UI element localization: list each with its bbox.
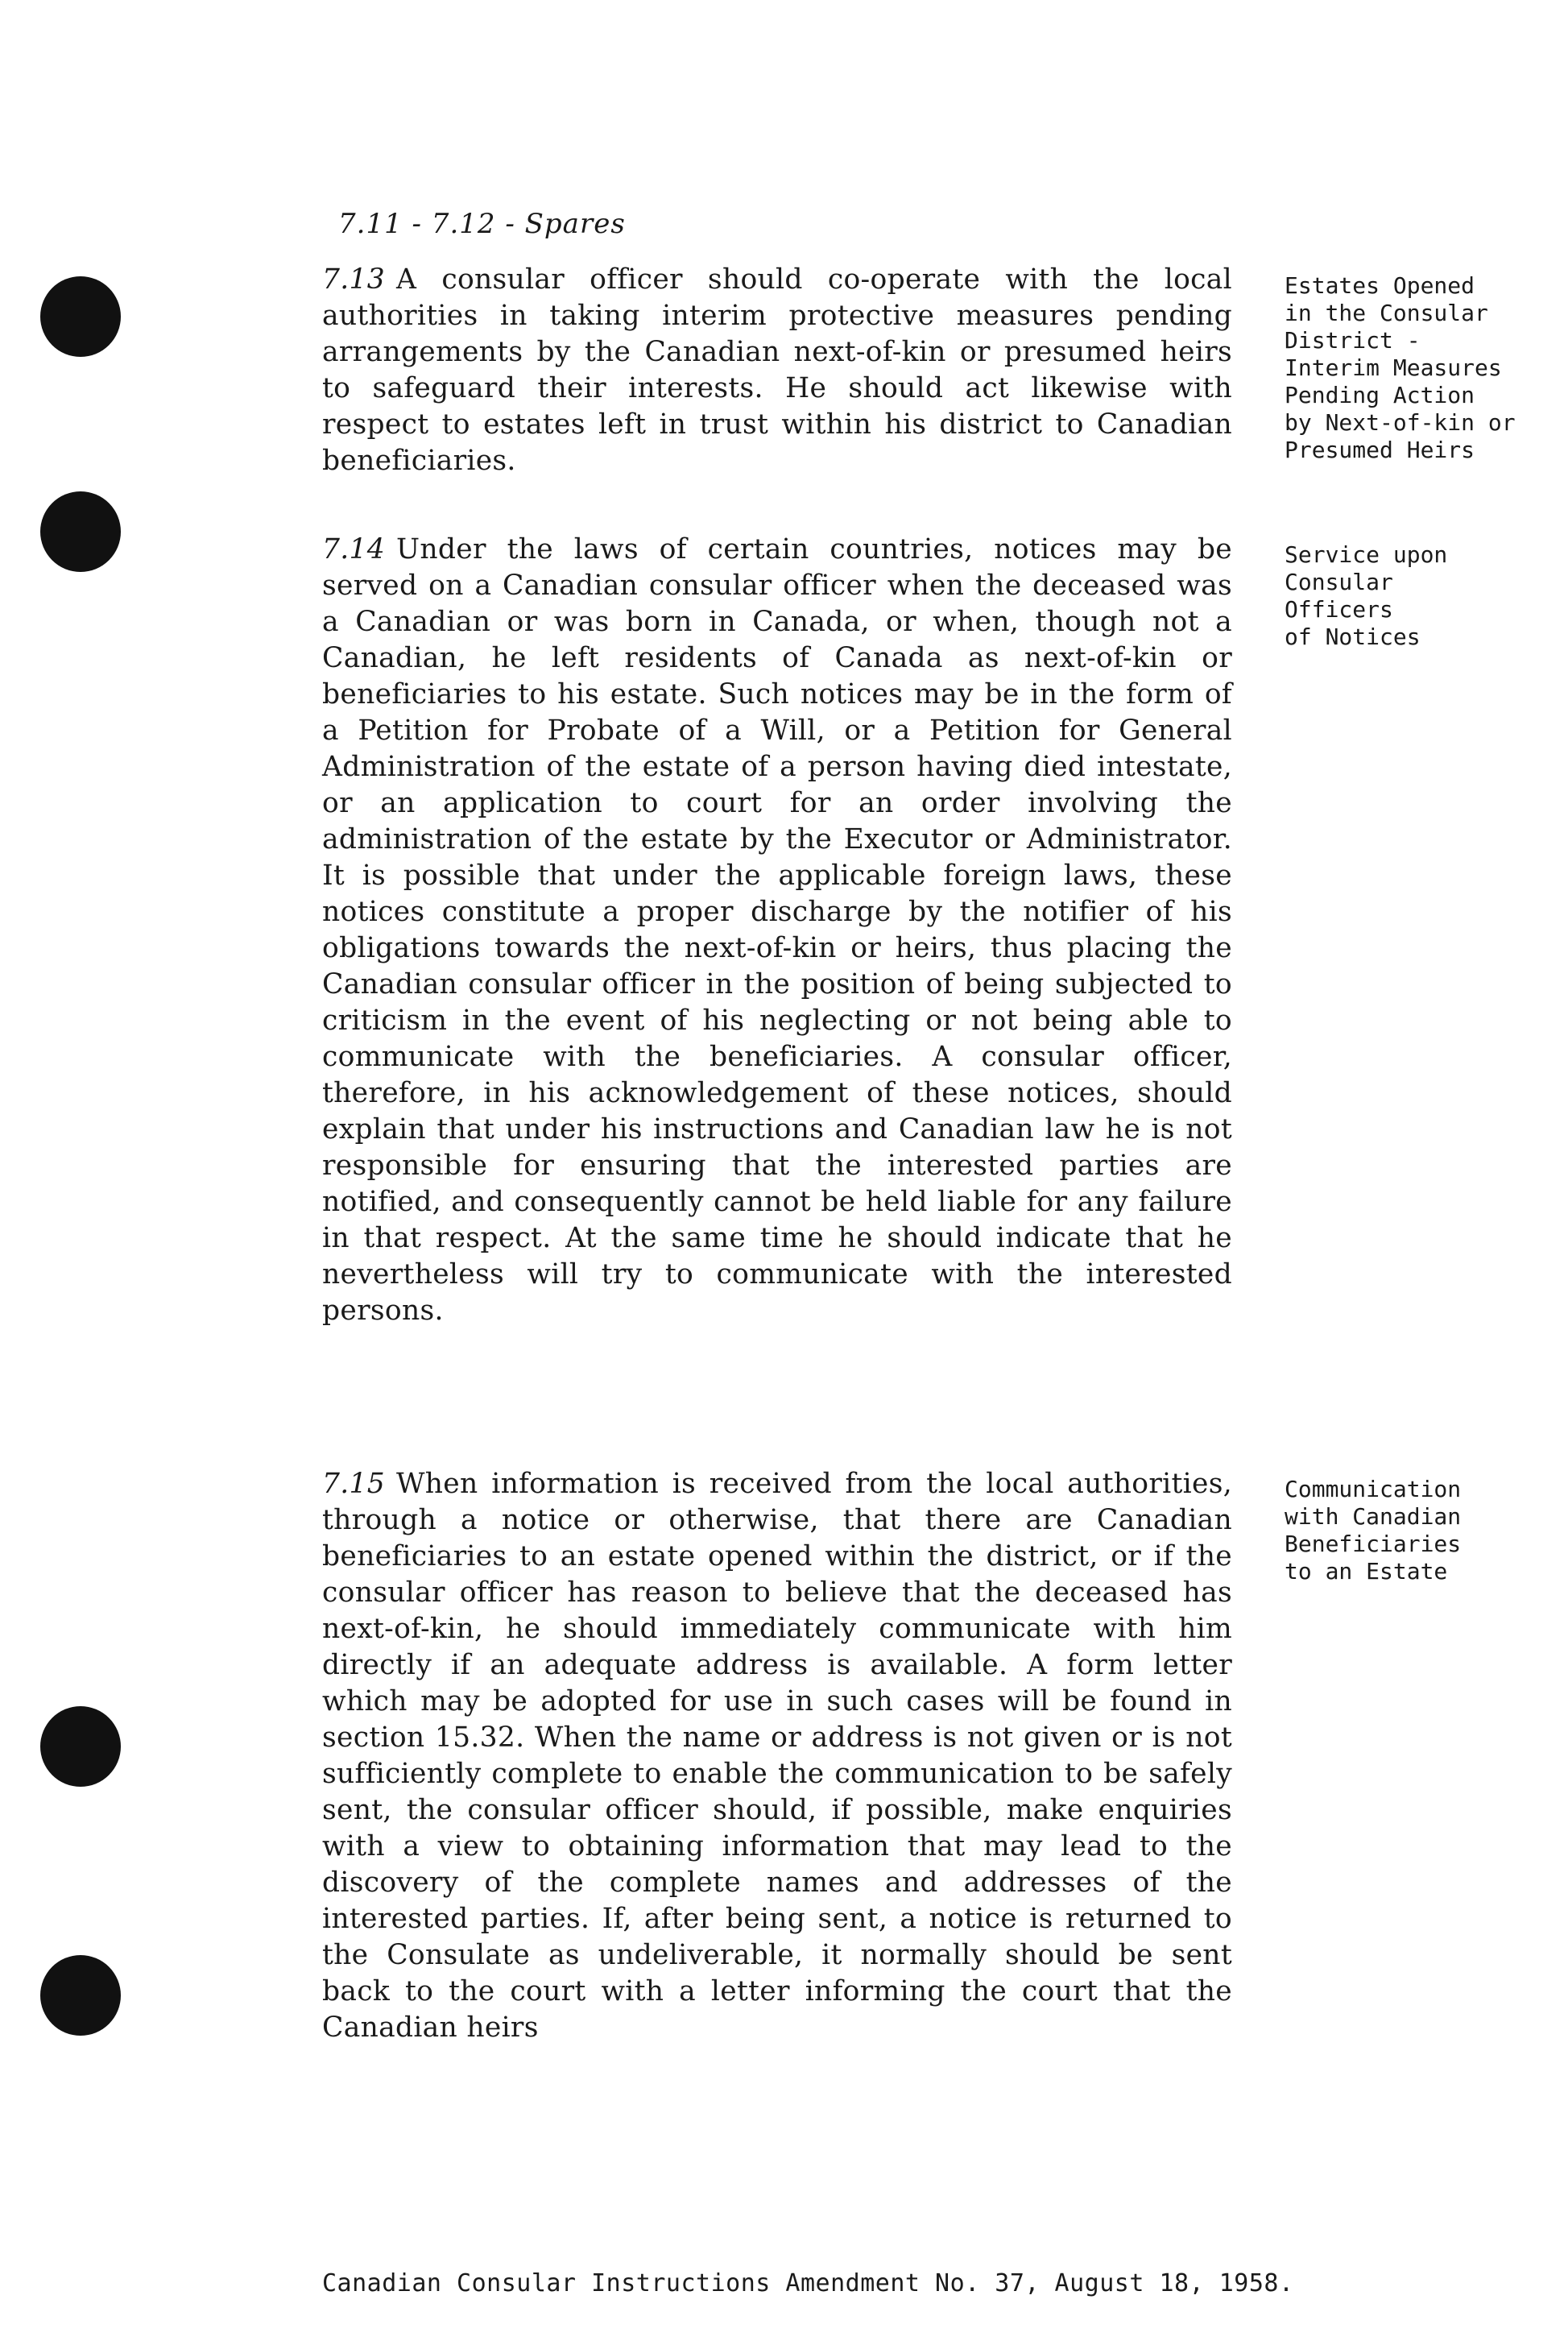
paragraph-number: 7.13	[322, 263, 386, 296]
section-heading: 7.11 - 7.12 - Spares	[338, 208, 626, 240]
paragraph-text: When information is received from the local authorities, through a notice or otherwise, that there are Canadian beneficiaries to an estate opened within the district, or if the consular officer has reason to believe that the deceased has next-of-kin, he should immediately communicate with him directly if an adequate address is available. A form letter which may be adopted for use in such cases will be found in section 15.32. When the name or address is not given or is not sufficiently complete to enable the communication to be safely sent, the consular officer should, if possible, make enquiries with a view to obtaining information that may lead to the discovery of the complete names and addresses of the interested parties. If, after being sent, a notice is returned to the Consulate as undeliverable, it normally should be sent back to the court with a letter informing the court that the Canadian heirs	[322, 1468, 1232, 2044]
page-footer: Canadian Consular Instructions Amendment No. 37, August 18, 1958.	[322, 2269, 1294, 2297]
punch-hole	[40, 491, 121, 572]
paragraph-7-15	[322, 1466, 1232, 2046]
paragraph-text: Under the laws of certain countries, notices may be served on a Canadian consular officer when the deceased was a Canadian or was born in Canada, or when, though not a Canadian, he left residents of Canada as next-of-kin or beneficiaries to his estate. Such notices may be in the form of a Petition for Probate of a Will, or a Petition for General Administration of the estate of a person having died intestate, or an application to court for an order involving the administration of the estate by the Executor or Administrator. It is possible that under the applicable foreign laws, these notices constitute a proper discharge by the notifier of his obligations towards the next-of-kin or heirs, thus placing the Canadian consular officer in the position of being subjected to criticism in the event of his neglecting or not being able to communicate with the beneficiaries. A consular officer, therefore, in his acknowledgement of these notices, should explain that under his instructions and Canadian law he is not responsible for ensuring that the interested parties are notified, and consequently cannot be held liable for any failure in that respect. At the same time he should indicate that he nevertheless will try to communicate with the interested persons.	[322, 533, 1232, 1327]
margin-note-communication: Communication with Canadian Beneficiaries to an Estate	[1285, 1476, 1462, 1585]
margin-note-service-notices: Service upon Consular Officers of Notices	[1285, 541, 1448, 650]
paragraph-number: 7.14	[322, 533, 386, 566]
margin-note-estates-opened: Estates Opened in the Consular District - Interim Measures Pending Action by Next-of-kin or Presumed Heirs	[1285, 272, 1516, 463]
paragraph-7-14	[322, 532, 1232, 1329]
punch-hole	[40, 1706, 121, 1787]
punch-hole	[40, 276, 121, 357]
punch-hole	[40, 1955, 121, 2036]
paragraph-7-13	[322, 262, 1232, 479]
paragraph-text: A consular officer should co-operate with the local authorities in taking interim protective measures pending arrangements by the Canadian next-of-kin or presumed heirs to safeguard their interests. He should act likewise with respect to estates left in trust within his district to Canadian beneficiaries.	[322, 263, 1232, 477]
paragraph-number: 7.15	[322, 1468, 386, 1500]
